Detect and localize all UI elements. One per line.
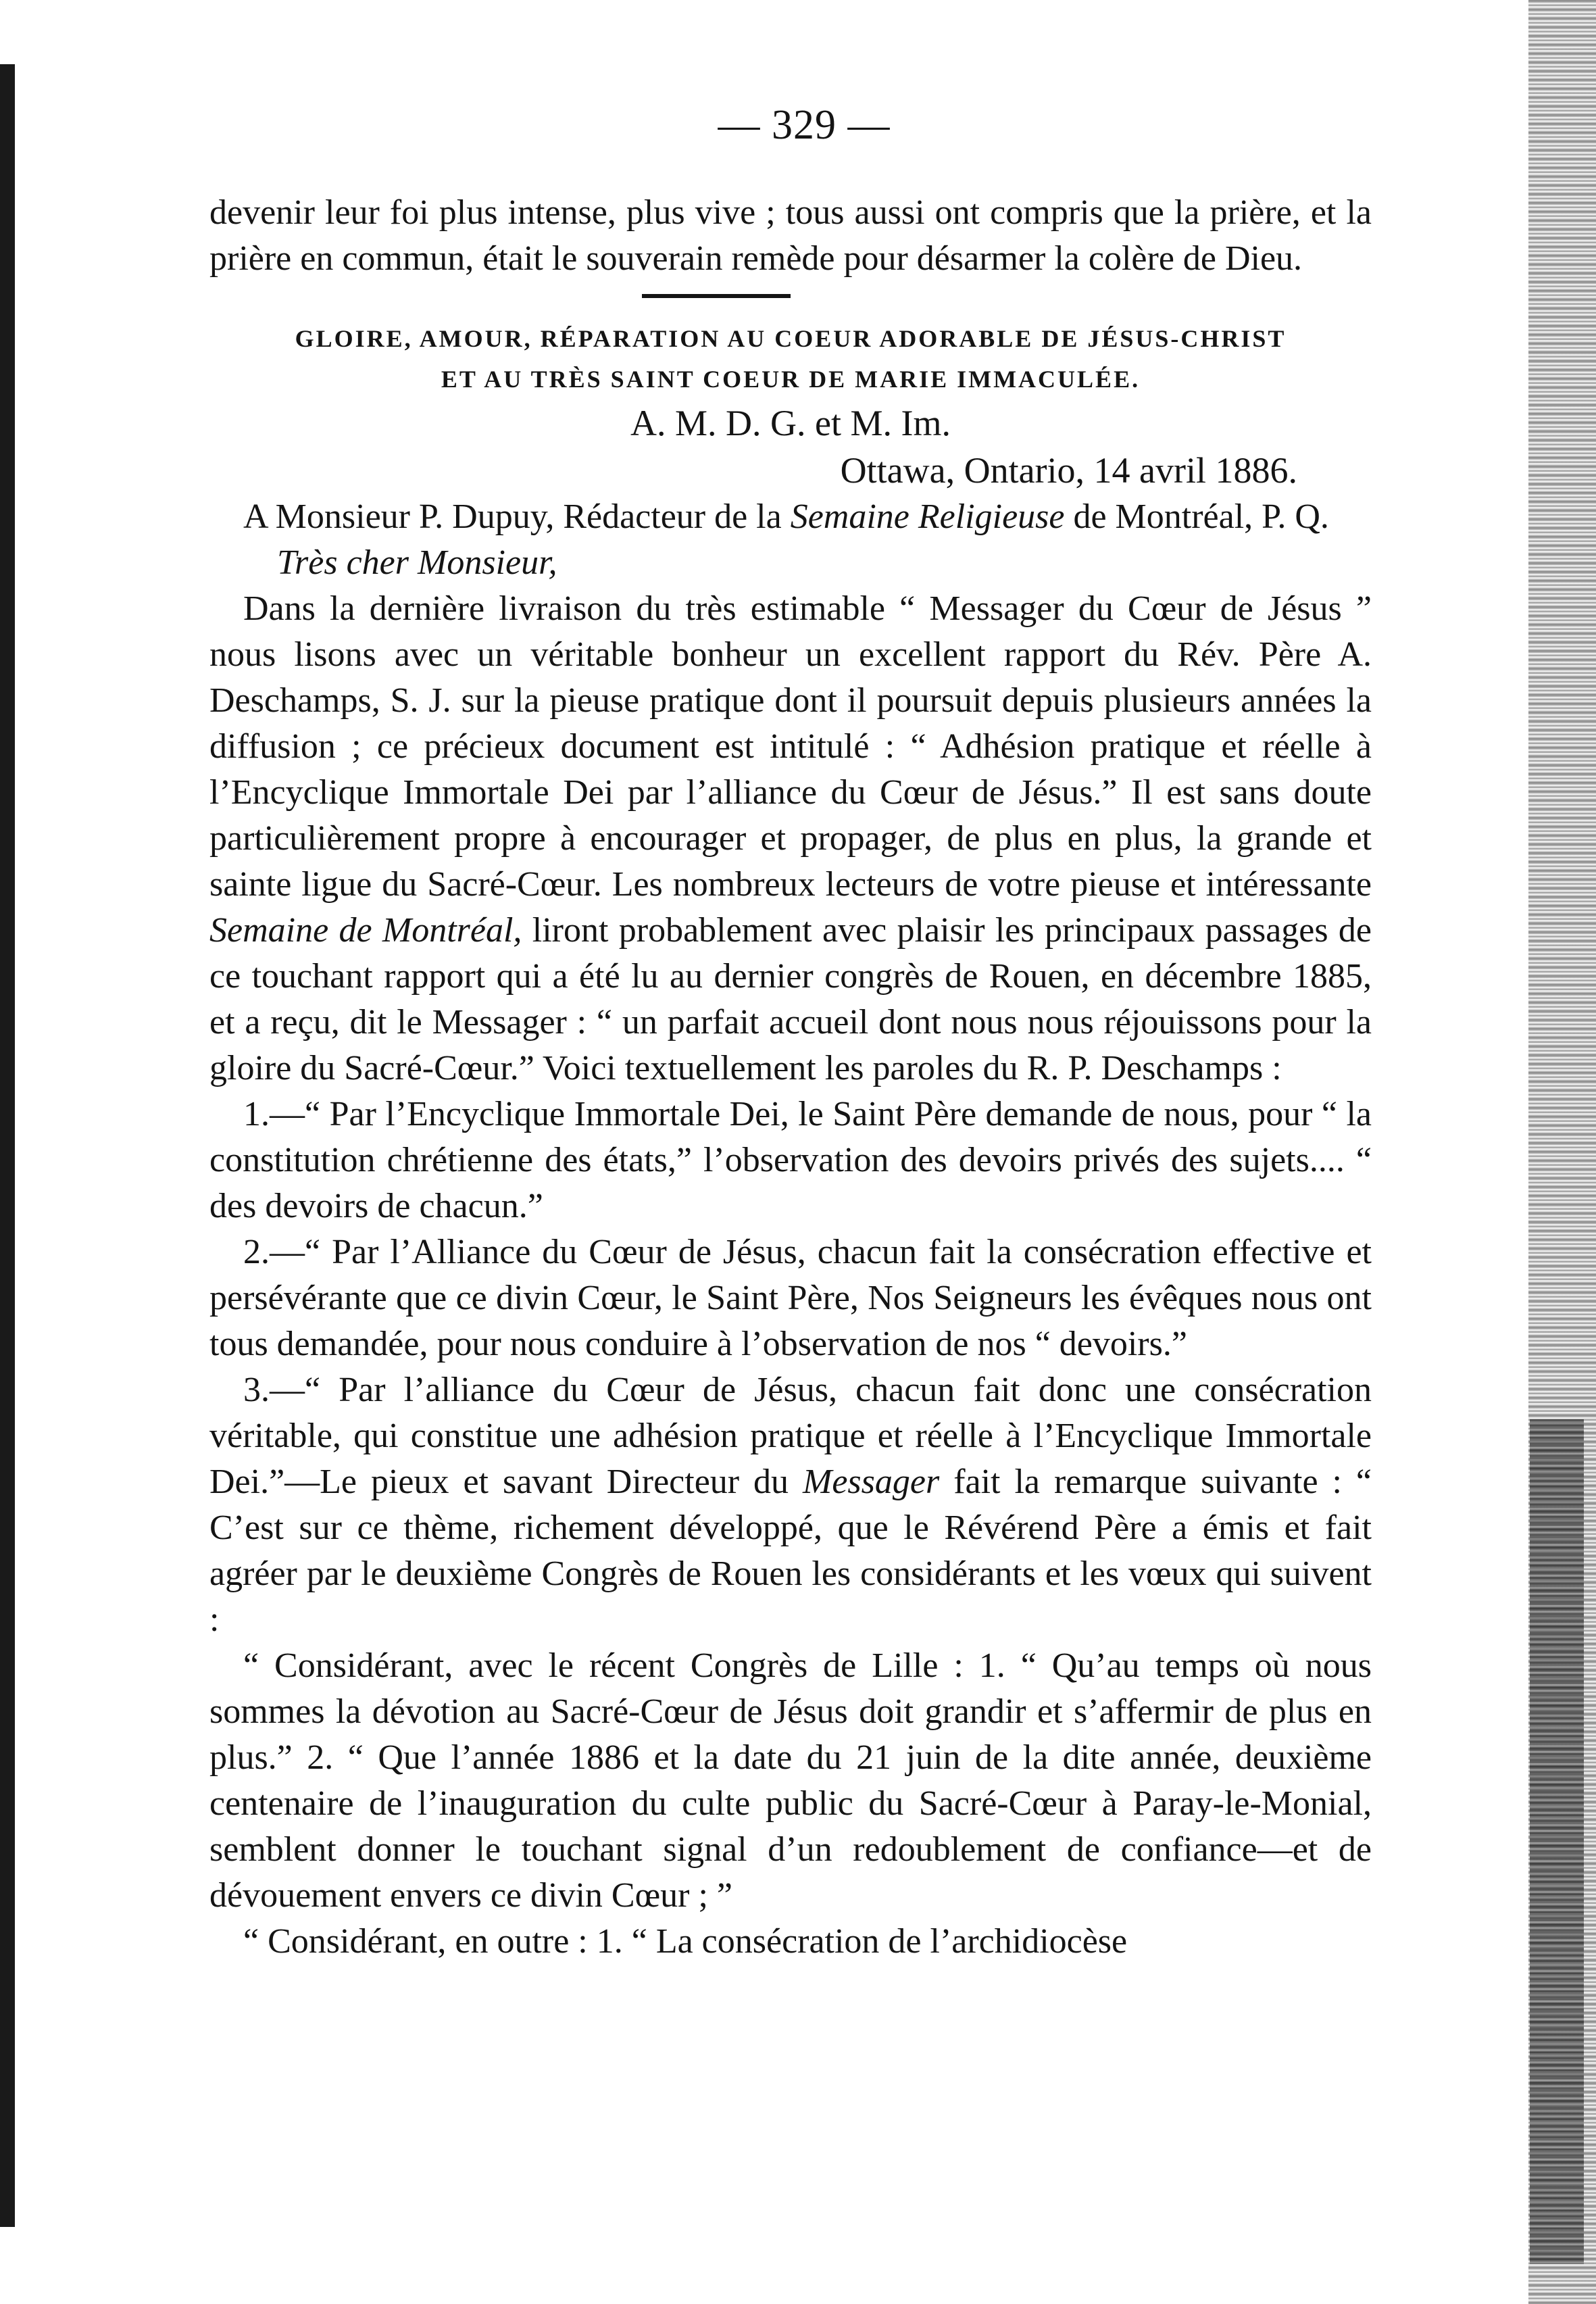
letter-text-b: liront probablement avec plaisir les principaux passages de ce touchant rapport qui a été lu au dernier congrès de Rouen, en décembre 1885, et a reçu, dit le Messager : “ un parfait accueil dont nous nous réjouissons pour la gloire du Sacré-Cœur.” Voici textuellement les paroles du R. P. Deschamps : bbox=[209, 911, 1372, 1087]
paragraph-opening: devenir leur foi plus intense, plus vive ; tous aussi ont compris que la prière, et la prière en commun, était le souverain remède pour désarmer la colère de Dieu. bbox=[209, 193, 1372, 278]
scan-left-border bbox=[0, 64, 15, 2227]
section-divider bbox=[642, 294, 791, 298]
letter-text-a: Dans la dernière livraison du très estimable “ Messager du Cœur de Jésus ” nous lisons avec un véritable bonheur un excellent rapport du Rév. Père A. Deschamps, S. J. sur la pieuse pratique dont il poursuit depuis plusieurs années la diffusion ; ce précieux document est intitulé : “ Adhésion pratique et réelle à l’Encyclique Immortale Dei par l’alliance du Cœur de Jésus.” Il est sans doute particulièrement propre à encourager et propager, de plus en plus, la grande et sainte ligue du Sacré-Cœur. Les nombreux lecteurs de votre pieuse et intéressante bbox=[209, 589, 1372, 904]
scan-right-edge-dark bbox=[1530, 1419, 1584, 2264]
address-post: de Montréal, P. Q. bbox=[1073, 497, 1329, 536]
address-line bbox=[209, 494, 1372, 540]
paragraph-considerant-1: “ Considérant, avec le récent Congrès de Lille : 1. “ Qu’au temps où nous sommes la dévotion au Sacré-Cœur de Jésus doit grandir et s’affermir de plus en plus.” 2. “ Que l’année 1886 et la date du 21 juin de la dite année, deuxième centenaire de l’inauguration du culte public du Sacré-Cœur à Paray-le-Monial, semblent donner le touchant signal d’un redoublement de confiance—et de dévouement envers ce divin Cœur ; ” bbox=[209, 1646, 1372, 1915]
item3-text-b: fait la remarque suivante : “ C’est sur ce thème, richement développé, que le Révérend Père a émis et fait agréer par le deuxième Congrès de Rouen les considérants et les vœux qui suivent : bbox=[209, 1463, 1372, 1639]
item3-italic: Messager bbox=[803, 1463, 940, 1501]
address-title: Semaine Religieuse bbox=[790, 497, 1065, 536]
dateline: Ottawa, Ontario, 14 avril 1886. bbox=[840, 450, 1297, 491]
numbered-item-3 bbox=[209, 1367, 1372, 1643]
page-number: — 329 — bbox=[718, 102, 891, 148]
paragraph-considerant-2: “ Considérant, en outre : 1. “ La consécration de l’archidiocèse bbox=[243, 1922, 1128, 1961]
page-body bbox=[209, 101, 1372, 1965]
amdg-line: A. M. D. G. et M. Im. bbox=[630, 403, 951, 443]
address-pre: A Monsieur P. Dupuy, Rédacteur de la bbox=[243, 497, 782, 536]
heading-line-1: GLOIRE, AMOUR, RÉPARATION AU COEUR ADORABLE DE JÉSUS-CHRIST bbox=[295, 325, 1287, 352]
salutation: Très cher Monsieur, bbox=[277, 543, 557, 582]
paragraph-letter bbox=[209, 586, 1372, 1092]
heading-line-2: ET AU TRÈS SAINT COEUR DE MARIE IMMACULÉE. bbox=[441, 366, 1141, 393]
numbered-item-1: 1.—“ Par l’Encyclique Immortale Dei, le Saint Père demande de nous, pour “ la constitution chrétienne des états,” l’observation des devoirs privés des sujets.... “ des devoirs de chacun.” bbox=[209, 1095, 1372, 1225]
item3-text-a: 3.—“ Par l’alliance du Cœur de Jésus, chacun fait donc une consécration véritable, qui constitue une adhésion pratique et réelle à l’Encyclique Immortale Dei.”—Le pieux et savant Directeur du bbox=[209, 1371, 1372, 1501]
letter-italic: Semaine de Montréal, bbox=[209, 911, 522, 950]
numbered-item-2: 2.—“ Par l’Alliance du Cœur de Jésus, chacun fait la consécration effective et persévérante que ce divin Cœur, le Saint Père, Nos Seigneurs les évêques nous ont tous demandée, pour nous conduire à l’observation de nos “ devoirs.” bbox=[209, 1233, 1372, 1363]
